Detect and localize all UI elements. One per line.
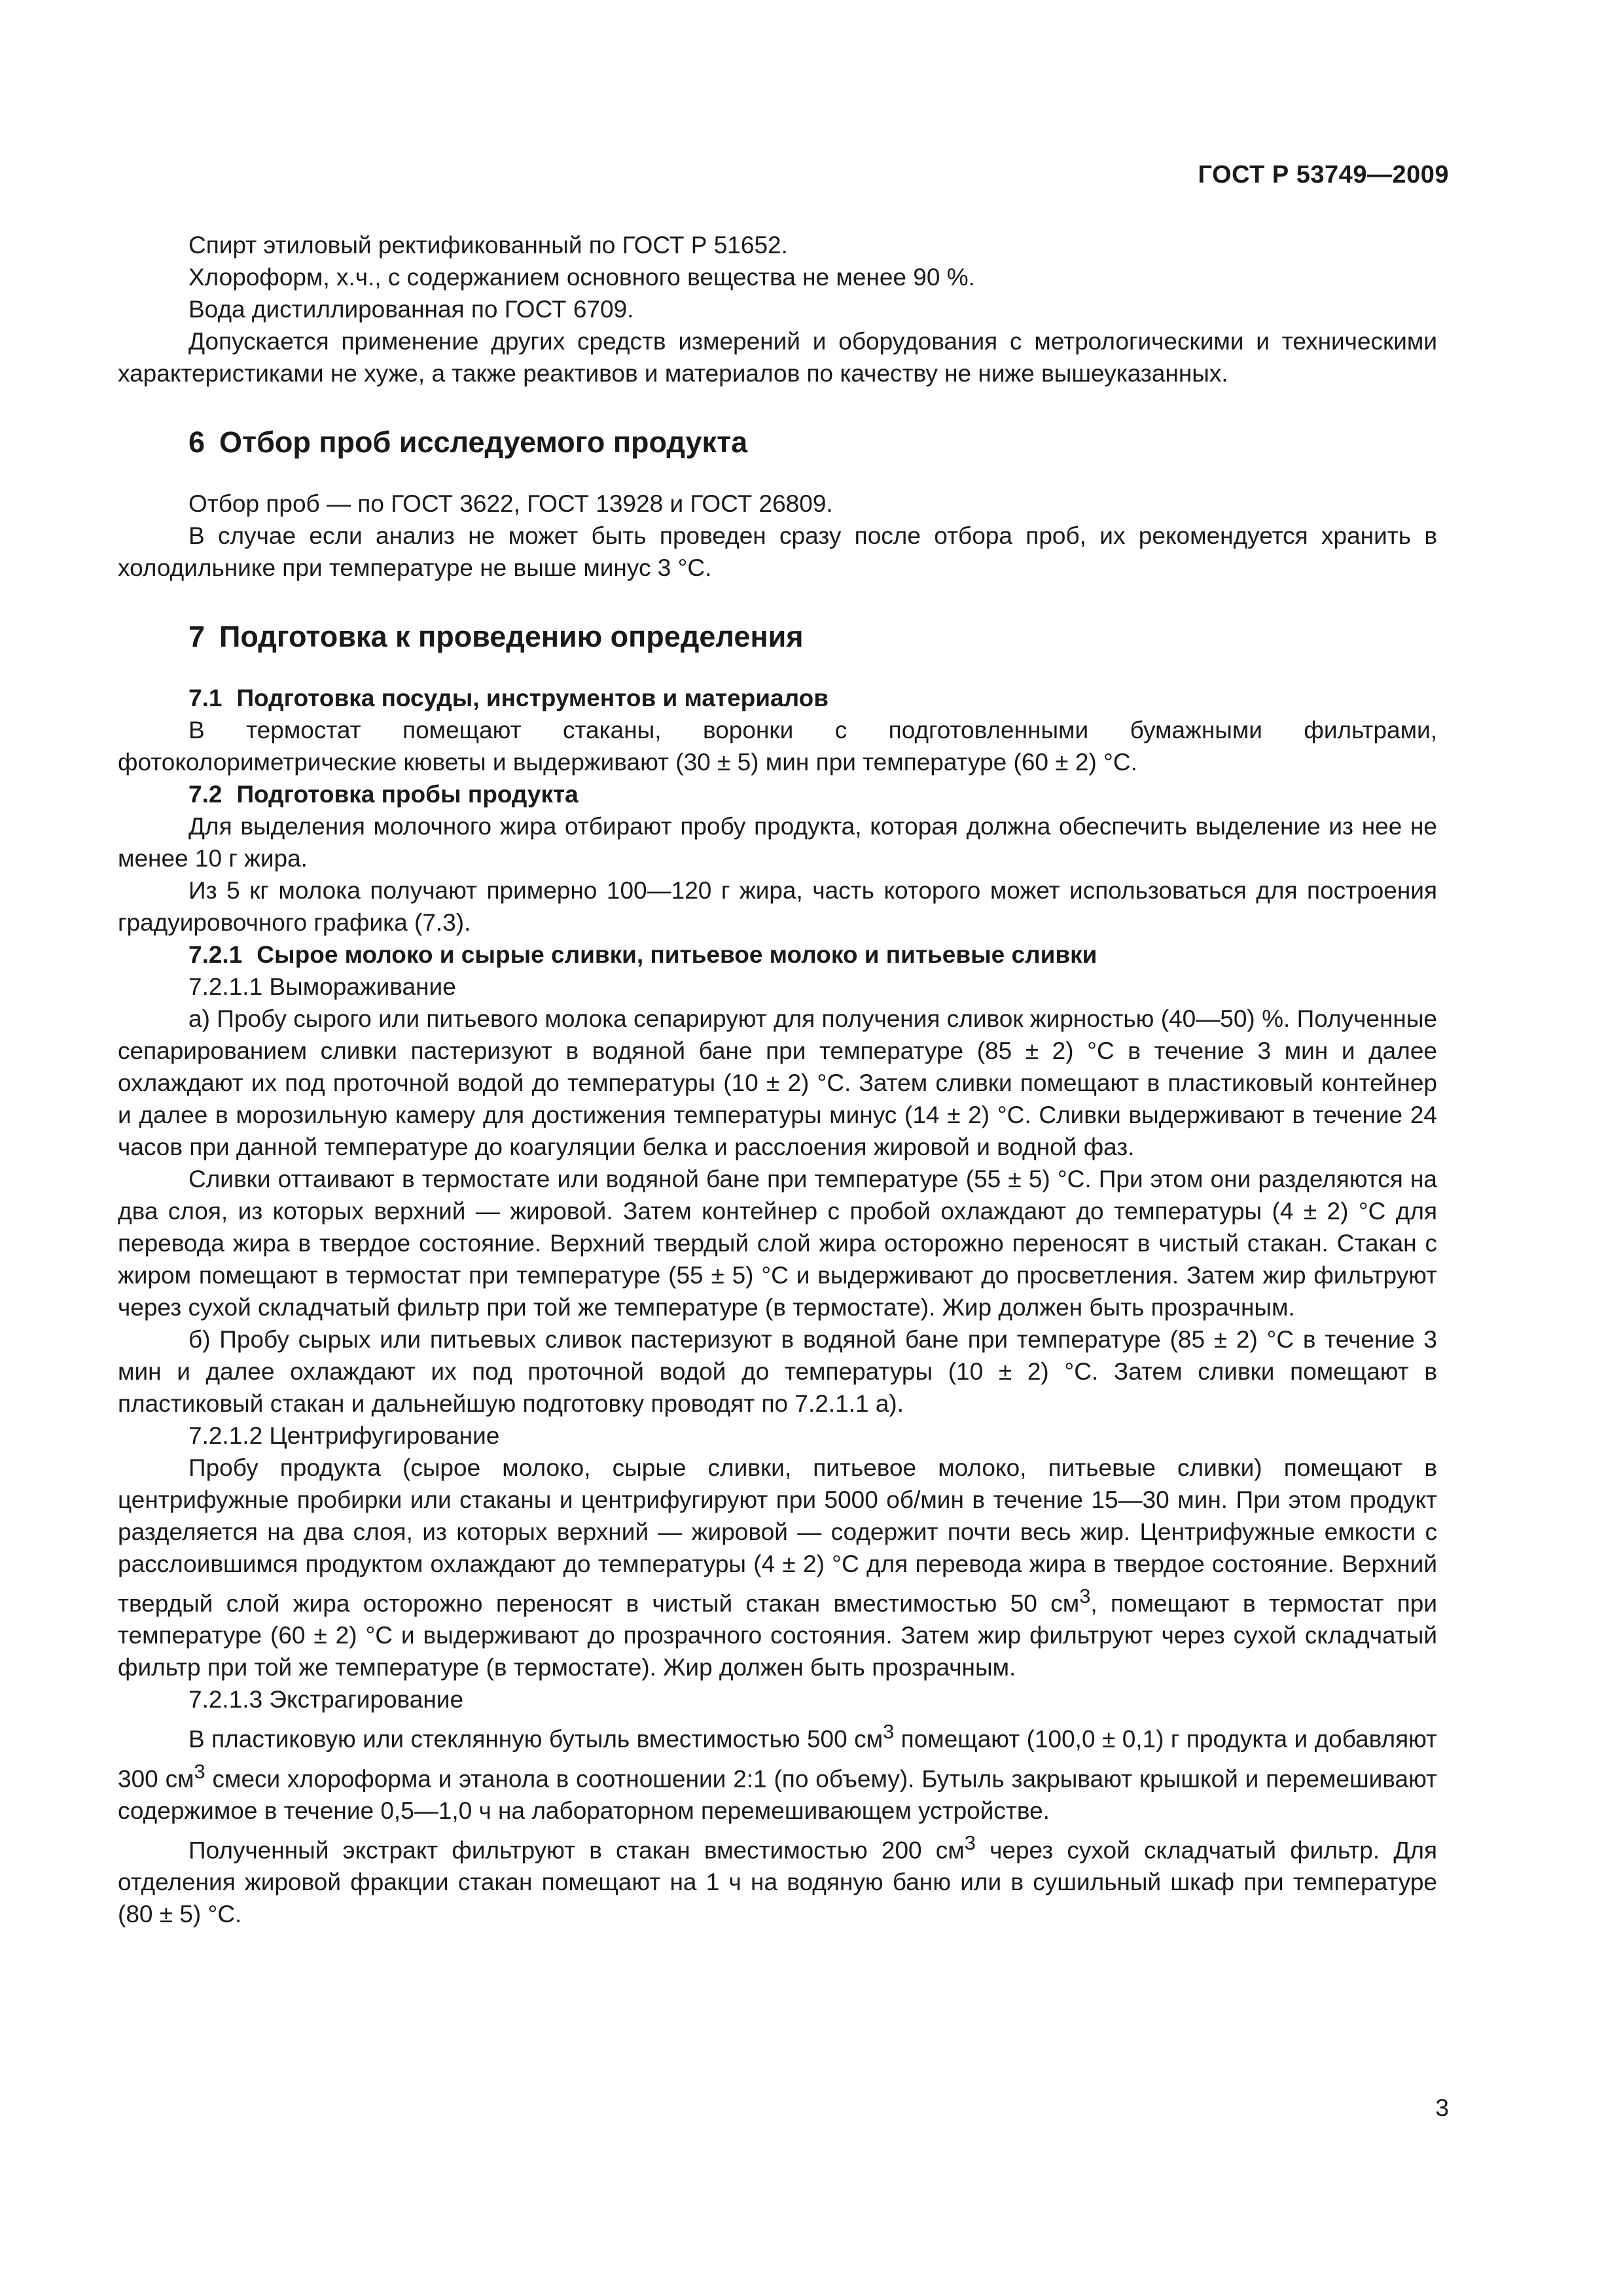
superscript: 3 xyxy=(194,1759,205,1783)
clause-heading: 7.2.1.3 Экстрагирование xyxy=(188,1686,464,1713)
paragraph: б) Пробу сырых или питьевых сливок пастеризуют в водяной бане при температуре (85 ± 2) °C в течение 3 мин и далее охлаждают их под проточной водой до температуры (10 ± 2) °C. Затем сливки помещают в пластиковый стакан и дальнейшую подготовку проводят по 7.2.1.1 а). xyxy=(118,1326,1437,1417)
section-number: 6 xyxy=(188,425,205,459)
superscript: 3 xyxy=(1079,1585,1091,1607)
paragraph: Из 5 кг молока получают примерно 100—120 г жира, часть которого может использоваться для построения градуировочного графика (7.3). xyxy=(118,877,1437,936)
clause-heading: 7.2.1.1 Вымораживание xyxy=(188,973,456,1000)
intro-line: Хлороформ, х.ч., с содержанием основного вещества не менее 90 %. xyxy=(188,264,975,291)
subsection-7-2-heading: 7.2 Подготовка пробы продукта xyxy=(188,781,579,808)
section-7-heading xyxy=(118,618,1437,656)
intro-line: Спирт этиловый ректификованный по ГОСТ Р 51652. xyxy=(188,232,788,259)
section-6-heading xyxy=(118,423,1437,461)
paragraph: В пластиковую или стеклянную бутыль вместимостью 500 $см^3$ помещают (100,0 ± 0,1) г продукта и добавляют 300 $см^3$ смеси хлороформа и этанола в соотношении 2:1 (по объему). Бутыль закрывают крышкой и перемешивают содержимое в течение 0,5—1,0 ч на лабораторном перемешивающем устройстве. xyxy=(118,1720,1438,1824)
section-title: Отбор проб исследуемого продукта xyxy=(219,425,748,459)
superscript: 3 xyxy=(964,1831,976,1854)
paragraph: Пробу продукта (сырое молоко, сырые сливки, питьевое молоко, питьевые сливки) помещают в центрифужные пробирки или стаканы и центрифугируют при 5000 об/мин в течение 15—30 мин. При этом продукт разделяется на два слоя, из которых верхний — жировой — содержит почти весь жир. Центрифужные емкости с расслоившимся продуктом охлаждают до температуры (4 ± 2) °C для перевода жира в твердое состояние. Верхний твердый слой жира осторожно переносят в чистый стакан вместимостью 50 $см^3$, помещают в термостат при температуре (60 ± 2) °C и выдерживают до прозрачного состояния. Затем жир фильтруют через сухой складчатый фильтр при той же температуре (в термостате). Жир должен быть прозрачным. xyxy=(118,1454,1438,1681)
subsection-7-1-heading: 7.1 Подготовка посуды, инструментов и материалов xyxy=(188,685,829,711)
intro-line: Вода дистиллированная по ГОСТ 6709. xyxy=(188,296,634,323)
subsection-7-2-1-heading: 7.2.1 Сырое молоко и сырые сливки, питьевое молоко и питьевые сливки xyxy=(188,941,1097,968)
paragraph: В термостат помещают стаканы, воронки с подготовленными бумажными фильтрами, фотоколориметрические кюветы и выдерживают (30 ± 5) мин при температуре (60 ± 2) °C. xyxy=(118,717,1437,776)
page-number: 3 xyxy=(1435,2094,1449,2121)
paragraph: Отбор проб — по ГОСТ 3622, ГОСТ 13928 и ГОСТ 26809. xyxy=(188,490,833,517)
section-title: Подготовка к проведению определения xyxy=(219,620,804,653)
document-header: ГОСТ Р 53749—2009 xyxy=(1198,161,1449,188)
paragraph: Сливки оттаивают в термостате или водяной бане при температуре (55 ± 5) °C. При этом они разделяются на два слоя, из которых верхний — жировой. Затем контейнер с пробой охлаждают до температуры (4 ± 2) °C для перевода жира в твердое состояние. Верхний твердый слой жира осторожно переносят в чистый стакан. Стакан с жиром помещают в термостат при температуре (55 ± 5) °C и выдерживают до просветления. Затем жир фильтруют через сухой складчатый фильтр при той же температуре (в термостате). Жир должен быть прозрачным. xyxy=(118,1166,1437,1321)
section-number: 7 xyxy=(188,620,205,653)
clause-heading: 7.2.1.2 Центрифугирование xyxy=(188,1422,500,1449)
paragraph: Полученный экстракт фильтруют в стакан вместимостью 200 $см^3$ через сухой складчатый фильтр. Для отделения жировой фракции стакан помещают на 1 ч на водяную баню или в сушильный шкаф при температуре (80 ± 5) °C. xyxy=(118,1831,1438,1928)
paragraph: а) Пробу сырого или питьевого молока сепарируют для получения сливок жирностью (40—50) %. Полученные сепарированием сливки пастеризуют в водяной бане при температуре (85 ± 2) °C в течение 3 мин и далее охлаждают их под проточной водой до температуры (10 ± 2) °C. Затем сливки помещают в пластиковый контейнер и далее в морозильную камеру для достижения температуры минус (14 ± 2) °C. Сливки выдерживают в течение 24 часов при данной температуре до коагуляции белка и расслоения жировой и водной фаз. xyxy=(118,1005,1437,1160)
paragraph: В случае если анализ не может быть проведен сразу после отбора проб, их рекомендуется хранить в холодильнике при температуре не выше минус 3 °C. xyxy=(118,522,1437,581)
superscript: 3 xyxy=(883,1720,895,1744)
document-body xyxy=(118,229,1437,1930)
paragraph: Для выделения молочного жира отбирают пробу продукта, которая должна обеспечить выделение из нее не менее 10 г жира. xyxy=(118,813,1437,872)
intro-paragraph: Допускается применение других средств измерений и оборудования с метрологическими и техническими характеристиками не хуже, а также реактивов и материалов по качеству не ниже вышеуказанных. xyxy=(118,328,1437,387)
